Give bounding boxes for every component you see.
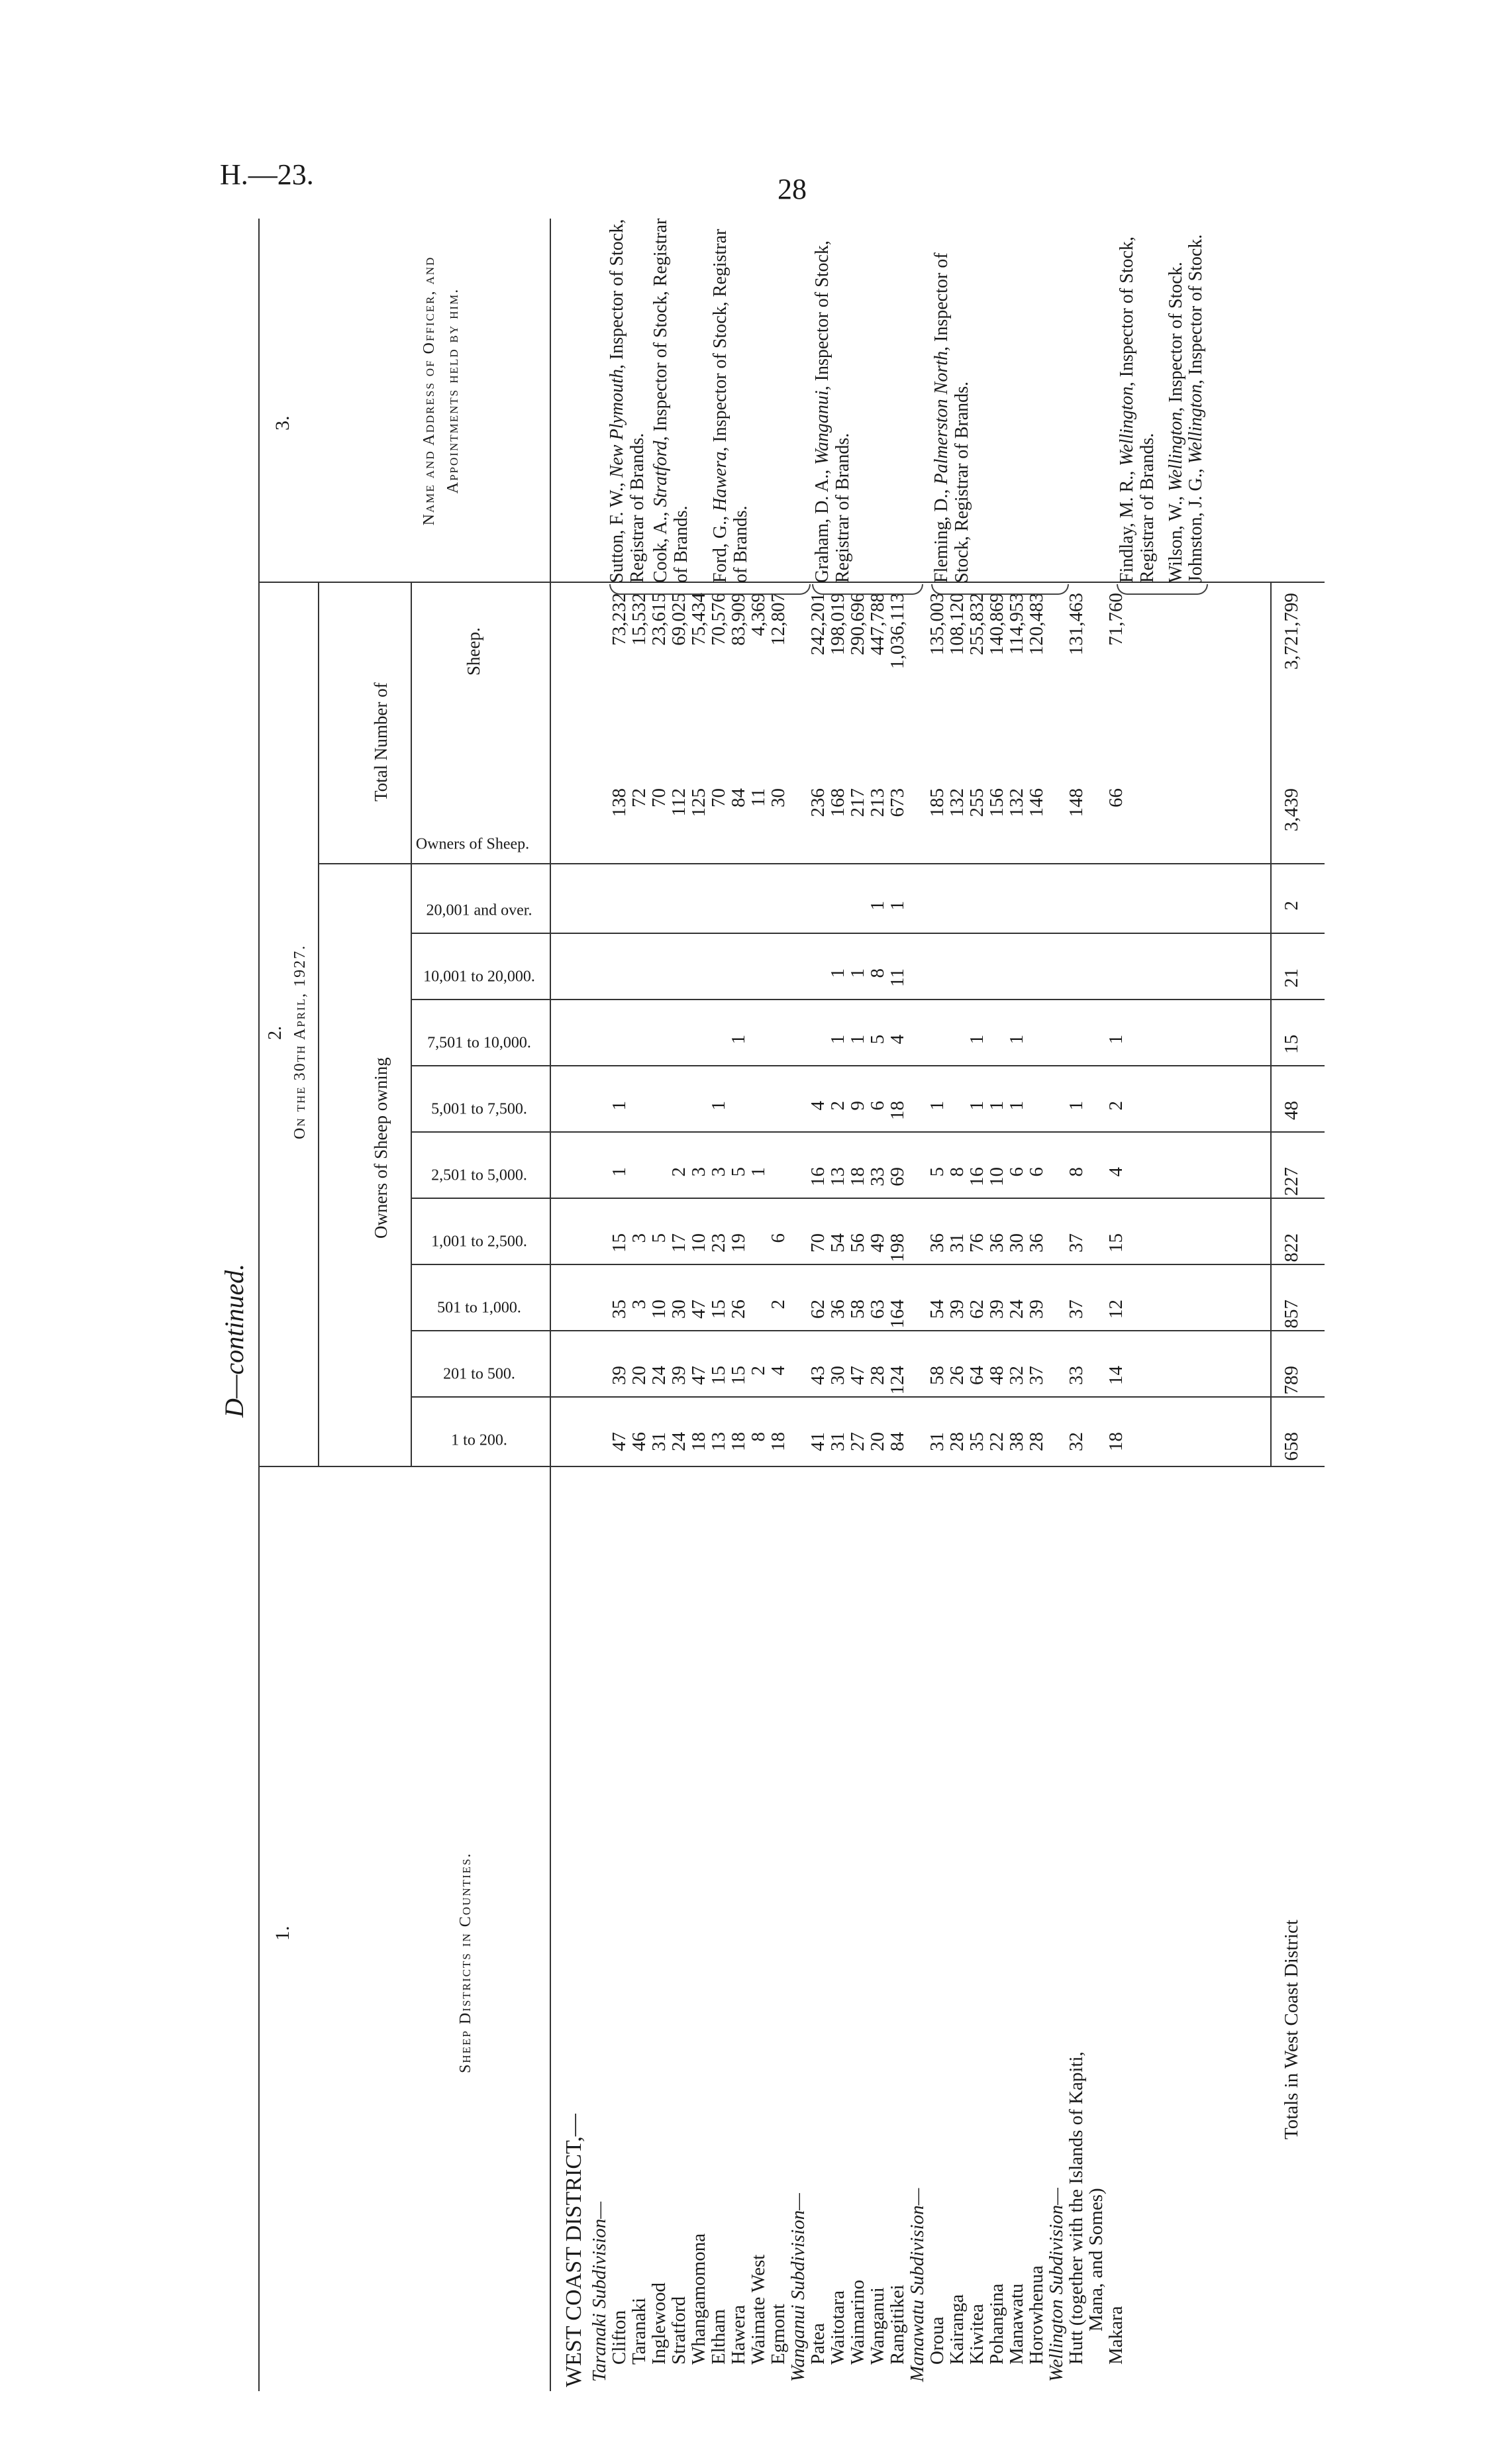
table-cell: 4 xyxy=(768,1366,789,1376)
officer-entry: Wilson, W., Wellington, Inspector of Stock. xyxy=(1166,262,1186,583)
size-col-header: 20,001 and over. xyxy=(426,901,532,919)
sheep-header: Sheep. xyxy=(464,627,483,676)
table-cell: 72 xyxy=(629,788,650,807)
table-row xyxy=(669,583,689,2391)
table-cell: 48 xyxy=(986,1366,1007,1385)
table-cell: 140,869 xyxy=(986,593,1007,656)
row-label: Waimarino xyxy=(847,2279,868,2365)
table-cell: 70 xyxy=(648,788,670,807)
table-cell: 1 xyxy=(1006,1035,1027,1045)
table-row xyxy=(768,583,788,2391)
table-cell: 39 xyxy=(1026,1300,1047,1319)
table-cell: 1 xyxy=(966,1101,987,1111)
totals-cell: 48 xyxy=(1281,1101,1302,1120)
table-cell: 13 xyxy=(827,1167,848,1186)
table-row xyxy=(848,583,868,2391)
totals-rule xyxy=(1270,583,1272,1467)
table-cell: 26 xyxy=(946,1366,968,1385)
table-cell: 10 xyxy=(688,1233,709,1253)
table-cell: 15 xyxy=(609,1233,630,1253)
table-cell: 1,036,113 xyxy=(887,593,908,669)
top-rule xyxy=(258,219,260,2391)
table-cell: 37 xyxy=(1026,1366,1047,1385)
table-cell: 24 xyxy=(668,1432,689,1451)
row-label: Kairanga xyxy=(946,2294,968,2365)
table-cell: 5 xyxy=(648,1233,670,1243)
officer-entry: Fleming, D., Palmerston North, Inspector of Stock, Registrar of Brands. xyxy=(931,252,972,583)
table-cell: 32 xyxy=(1006,1366,1027,1385)
group-brace xyxy=(931,584,1069,595)
table-cell: 3 xyxy=(688,1167,709,1177)
table-cell: 1 xyxy=(867,901,888,911)
row-label: Egmont xyxy=(768,2304,789,2365)
total-rule xyxy=(411,583,412,864)
table-row xyxy=(729,583,748,2391)
table-cell: 6 xyxy=(867,1101,888,1111)
officer-entry: Johnston, J. G., Wellington, Inspector of Stock. xyxy=(1185,234,1206,583)
table-cell: 39 xyxy=(946,1300,968,1319)
table-cell: 8 xyxy=(1066,1167,1087,1177)
totals-cell: 21 xyxy=(1281,968,1302,988)
table-cell: 84 xyxy=(728,788,749,807)
col3-title: Name and Address of Officer, and Appointments held by him. xyxy=(421,256,462,526)
group-brace xyxy=(1117,584,1208,595)
row-label: Rangitikei xyxy=(887,2284,908,2365)
table-cell: 1 xyxy=(966,1035,987,1045)
table-cell: 6 xyxy=(1026,1167,1047,1177)
table-row xyxy=(1106,583,1126,2391)
table-row xyxy=(987,583,1007,2391)
size-col-header: 2,501 to 5,000. xyxy=(431,1166,527,1184)
table-cell: 242,201 xyxy=(807,593,829,656)
totals-cell: 822 xyxy=(1281,1233,1302,1262)
table-cell: 69,025 xyxy=(668,593,689,646)
totals-cell: 658 xyxy=(1281,1432,1302,1461)
rotated-table xyxy=(219,218,1325,2391)
table-cell: 6 xyxy=(1006,1167,1027,1177)
row-label: Waitotara xyxy=(827,2290,848,2365)
table-cell: 62 xyxy=(966,1300,987,1319)
col1-number: 1. xyxy=(272,1925,293,1941)
table-cell: 1 xyxy=(609,1101,630,1111)
row-label: Wanganui Subdivision— xyxy=(787,2193,809,2382)
totals-row xyxy=(1282,583,1301,2391)
table-cell: 70,576 xyxy=(708,593,729,646)
row-label: Makara xyxy=(1105,2306,1127,2365)
subdivision-heading xyxy=(589,583,609,2391)
row-label: Pohangina xyxy=(986,2283,1007,2365)
table-cell: 70 xyxy=(807,1233,829,1253)
size-col-header: 1,001 to 2,500. xyxy=(431,1233,527,1251)
row-label: Inglewood xyxy=(648,2282,670,2365)
row-label: Taranaki Subdivision— xyxy=(589,2201,610,2382)
table-cell: 31 xyxy=(946,1233,968,1253)
table-cell: 255,832 xyxy=(966,593,987,656)
table-cell: 83,909 xyxy=(728,593,749,646)
table-row xyxy=(629,583,649,2391)
row-label: Hutt (together with the Islands of Kapiti, xyxy=(1066,2051,1087,2365)
table-cell: 10 xyxy=(986,1167,1007,1186)
row-label: Patea xyxy=(807,2323,829,2365)
table-cell: 673 xyxy=(887,788,908,817)
table-cell: 39 xyxy=(986,1300,1007,1319)
table-cell: 28 xyxy=(1026,1432,1047,1451)
table-cell: 47 xyxy=(688,1300,709,1319)
group-brace xyxy=(812,584,923,595)
table-cell: 49 xyxy=(867,1233,888,1253)
table-cell: 26 xyxy=(728,1300,749,1319)
table-cell: 4 xyxy=(1105,1167,1127,1177)
table-cell: 4 xyxy=(807,1101,829,1111)
size-col-header: 501 to 1,000. xyxy=(437,1299,521,1317)
row-label: Kiwitea xyxy=(966,2304,987,2365)
table-cell: 18 xyxy=(1105,1432,1127,1451)
table-row xyxy=(868,583,887,2391)
table-cell: 198 xyxy=(887,1233,908,1262)
table-cell: 1 xyxy=(1066,1101,1087,1111)
table-cell: 1 xyxy=(708,1101,729,1111)
table-cell: 62 xyxy=(807,1300,829,1319)
size-col-header: 1 to 200. xyxy=(451,1431,507,1449)
table-cell: 31 xyxy=(827,1432,848,1451)
table-row xyxy=(609,583,629,2391)
table-row xyxy=(649,583,669,2391)
table-cell: 156 xyxy=(986,788,1007,817)
table-cell: 11 xyxy=(887,968,908,987)
table-row xyxy=(927,583,947,2391)
table-cell: 14 xyxy=(1105,1366,1127,1385)
table-cell: 3 xyxy=(708,1167,729,1177)
size-col-header: 201 to 500. xyxy=(443,1365,515,1383)
header-rule xyxy=(550,219,551,2391)
row-label: Stratford xyxy=(668,2296,689,2365)
table-cell: 76 xyxy=(966,1233,987,1253)
table-cell: 32 xyxy=(1066,1432,1087,1451)
table-cell: 112 xyxy=(668,788,689,817)
subdivision-heading xyxy=(1046,583,1066,2391)
table-cell: 10 xyxy=(648,1300,670,1319)
table-cell: 35 xyxy=(609,1300,630,1319)
table-cell: 5 xyxy=(867,1035,888,1045)
table-cell: 20 xyxy=(629,1366,650,1385)
table-cell: 4 xyxy=(887,1035,908,1045)
table-cell: 41 xyxy=(807,1432,829,1451)
table-cell: 1 xyxy=(827,1035,848,1045)
table-cell: 47 xyxy=(847,1366,868,1385)
officer-entry: Cook, A., Stratford, Inspector of Stock, Registrar of Brands. xyxy=(650,218,691,583)
table-cell: 5 xyxy=(927,1167,948,1177)
table-cell: 8 xyxy=(946,1167,968,1177)
owners-group-label: Owners of Sheep owning xyxy=(371,1057,391,1239)
table-cell: 9 xyxy=(847,1101,868,1111)
row-label: Oroua xyxy=(927,2316,948,2365)
table-cell: 70 xyxy=(708,788,729,807)
subdivision-heading xyxy=(788,583,808,2391)
table-cell: 168 xyxy=(827,788,848,817)
table-cell: 35 xyxy=(966,1432,987,1451)
table-cell: 198,019 xyxy=(827,593,848,656)
table-cell: 185 xyxy=(927,788,948,817)
totals-cell: 15 xyxy=(1281,1035,1302,1054)
table-cell: 16 xyxy=(807,1167,829,1186)
table-cell: 54 xyxy=(927,1300,948,1319)
table-cell: 138 xyxy=(609,788,630,817)
table-cell: 71,760 xyxy=(1105,593,1127,646)
group-brace xyxy=(609,584,811,595)
table-cell: 64 xyxy=(966,1366,987,1385)
table-row xyxy=(689,583,709,2391)
table-cell: 30 xyxy=(1006,1233,1027,1253)
table-row xyxy=(1066,583,1086,2391)
table-row xyxy=(1086,583,1106,2391)
table-cell: 33 xyxy=(1066,1366,1087,1385)
table-cell: 2 xyxy=(668,1167,689,1177)
table-cell: 18 xyxy=(688,1432,709,1451)
table-row xyxy=(1027,583,1046,2391)
row-label: Wanganui xyxy=(867,2287,888,2365)
row-label: Mana, and Somes) xyxy=(1085,2188,1107,2332)
table-cell: 132 xyxy=(946,788,968,817)
row-label: Waimate West xyxy=(748,2254,769,2365)
table-cell: 20 xyxy=(867,1432,888,1451)
col2-number: 2. xyxy=(265,1026,285,1040)
table-cell: 124 xyxy=(887,1366,908,1395)
table-cell: 3 xyxy=(629,1233,650,1243)
row-label: Whangamomona xyxy=(688,2233,709,2365)
table-cell: 24 xyxy=(1006,1300,1027,1319)
table-cell: 213 xyxy=(867,788,888,817)
table-cell: 15,532 xyxy=(629,593,650,646)
officer-entry: Graham, D. A., Wanganui, Inspector of Stock, Registrar of Brands. xyxy=(812,240,853,583)
table-cell: 8 xyxy=(867,968,888,978)
table-cell: 75,434 xyxy=(688,593,709,646)
table-cell: 54 xyxy=(827,1233,848,1253)
subdivision-heading xyxy=(907,583,927,2391)
table-cell: 30 xyxy=(668,1300,689,1319)
table-cell: 15 xyxy=(708,1366,729,1385)
table-cell: 8 xyxy=(748,1432,769,1442)
table-cell: 1 xyxy=(887,901,908,911)
table-cell: 132 xyxy=(1006,788,1027,817)
table-cell: 73,232 xyxy=(609,593,630,646)
table-cell: 24 xyxy=(648,1366,670,1385)
continued-label: D—continued. xyxy=(219,1263,249,1417)
table-cell: 39 xyxy=(609,1366,630,1385)
table-row xyxy=(1007,583,1027,2391)
table-cell: 447,788 xyxy=(867,593,888,656)
table-cell: 255 xyxy=(966,788,987,817)
table-cell: 13 xyxy=(708,1432,729,1451)
table-cell: 39 xyxy=(668,1366,689,1385)
table-cell: 36 xyxy=(1026,1233,1047,1253)
table-cell: 5 xyxy=(728,1167,749,1177)
table-cell: 2 xyxy=(1105,1101,1127,1111)
table-cell: 15 xyxy=(708,1300,729,1319)
page-reference: H.—23. xyxy=(220,158,314,191)
row-label: Manawatu Subdivision— xyxy=(907,2188,928,2382)
size-col-header: 5,001 to 7,500. xyxy=(431,1100,527,1118)
table-cell: 30 xyxy=(827,1366,848,1385)
table-cell: 2 xyxy=(768,1300,789,1309)
row-label: Manawatu xyxy=(1006,2283,1027,2365)
table-row xyxy=(967,583,987,2391)
row-label: Wellington Subdivision— xyxy=(1046,2188,1067,2382)
col2-rule xyxy=(318,583,319,1467)
total-group-label: Total Number of xyxy=(371,682,391,801)
table-cell: 43 xyxy=(807,1366,829,1385)
table-cell: 15 xyxy=(728,1366,749,1385)
table-cell: 18 xyxy=(728,1432,749,1451)
table-cell: 56 xyxy=(847,1233,868,1253)
officer-entry: Findlay, M. R., Wellington, Inspector of Stock, Registrar of Brands. xyxy=(1117,236,1158,583)
totals-cell: 3,721,799 xyxy=(1281,593,1302,670)
table-cell: 6 xyxy=(768,1233,789,1243)
row-label: Horowhenua xyxy=(1026,2265,1047,2365)
district-title: WEST COAST DISTRICT,— xyxy=(562,2114,586,2387)
totals-cell: 3,439 xyxy=(1281,788,1302,832)
table-cell: 37 xyxy=(1066,1233,1087,1253)
col2-title: On the 30th April, 1927. xyxy=(291,944,309,1139)
table-cell: 38 xyxy=(1006,1432,1027,1451)
table-cell: 63 xyxy=(867,1300,888,1319)
totals-cell: 789 xyxy=(1281,1366,1302,1395)
col1-title: Sheep Districts in Counties. xyxy=(457,1852,474,2073)
table-cell: 31 xyxy=(927,1432,948,1451)
table-cell: 15 xyxy=(1105,1233,1127,1253)
table-cell: 1 xyxy=(986,1101,1007,1111)
table-cell: 1 xyxy=(1006,1101,1027,1111)
table-cell: 36 xyxy=(986,1233,1007,1253)
table-cell: 1 xyxy=(847,968,868,978)
table-row xyxy=(808,583,828,2391)
table-cell: 125 xyxy=(688,788,709,817)
table-cell: 2 xyxy=(748,1366,769,1376)
table-cell: 66 xyxy=(1105,788,1127,807)
table-cell: 28 xyxy=(946,1432,968,1451)
table-cell: 84 xyxy=(887,1432,908,1451)
table-cell: 148 xyxy=(1066,788,1087,817)
table-cell: 1 xyxy=(827,968,848,978)
table-row xyxy=(748,583,768,2391)
row-label: Taranaki xyxy=(629,2297,650,2365)
table-cell: 164 xyxy=(887,1300,908,1329)
table-cell: 47 xyxy=(609,1432,630,1451)
table-cell: 108,120 xyxy=(946,593,968,656)
table-cell: 114,953 xyxy=(1006,593,1027,655)
totals-cell: 2 xyxy=(1281,901,1302,911)
table-cell: 236 xyxy=(807,788,829,817)
table-cell: 33 xyxy=(867,1167,888,1186)
table-cell: 28 xyxy=(867,1366,888,1385)
table-cell: 58 xyxy=(927,1366,948,1385)
table-cell: 46 xyxy=(629,1432,650,1451)
table-cell: 146 xyxy=(1026,788,1047,817)
table-cell: 19 xyxy=(728,1233,749,1253)
table-cell: 120,483 xyxy=(1026,593,1047,656)
officer-entry: Sutton, F. W., New Plymouth, Inspector of Stock, Registrar of Brands. xyxy=(607,219,648,583)
table-cell: 58 xyxy=(847,1300,868,1319)
table-cell: 18 xyxy=(887,1101,908,1120)
table-cell: 1 xyxy=(847,1035,868,1045)
table-cell: 11 xyxy=(748,788,769,807)
table-cell: 290,696 xyxy=(847,593,868,656)
row-label: Eltham xyxy=(708,2309,729,2365)
table-cell: 12,807 xyxy=(768,593,789,646)
table-cell: 30 xyxy=(768,788,789,807)
table-row xyxy=(947,583,967,2391)
row-label: Hawera xyxy=(728,2304,749,2365)
table-cell: 135,003 xyxy=(927,593,948,656)
table-cell: 1 xyxy=(728,1035,749,1045)
table-cell: 22 xyxy=(986,1432,1007,1451)
table-cell: 23 xyxy=(708,1233,729,1253)
totals-cell: 857 xyxy=(1281,1300,1302,1329)
officer-entry: Ford, G., Hawera, Inspector of Stock, Registrar of Brands. xyxy=(710,229,751,583)
table-cell: 16 xyxy=(966,1167,987,1186)
table-cell: 18 xyxy=(847,1167,868,1186)
table-cell: 37 xyxy=(1066,1300,1087,1319)
row-label: Clifton xyxy=(609,2310,630,2365)
table-cell: 131,463 xyxy=(1066,593,1087,656)
owners-of-sheep-header: Owners of Sheep. xyxy=(415,835,530,853)
col3-number: 3. xyxy=(272,415,293,431)
table-cell: 31 xyxy=(648,1432,670,1451)
table-cell: 1 xyxy=(1105,1035,1127,1045)
owners-rule xyxy=(411,864,412,1467)
table-row xyxy=(887,583,907,2391)
table-cell: 47 xyxy=(688,1366,709,1385)
table-cell: 12 xyxy=(1105,1300,1127,1319)
table-cell: 3 xyxy=(629,1300,650,1309)
table-row xyxy=(709,583,729,2391)
table-row xyxy=(828,583,848,2391)
table-cell: 36 xyxy=(927,1233,948,1253)
table-cell: 69 xyxy=(887,1167,908,1186)
table-cell: 23,615 xyxy=(648,593,670,646)
table-cell: 18 xyxy=(768,1432,789,1451)
table-cell: 1 xyxy=(609,1167,630,1177)
totals-label: Totals in West Coast District xyxy=(1281,1920,1302,2139)
table-cell: 27 xyxy=(847,1432,868,1451)
table-cell: 36 xyxy=(827,1300,848,1319)
totals-cell: 227 xyxy=(1281,1167,1302,1196)
table-cell: 1 xyxy=(927,1101,948,1111)
table-cell: 217 xyxy=(847,788,868,817)
table-cell: 1 xyxy=(748,1167,769,1177)
size-col-header: 10,001 to 20,000. xyxy=(423,968,535,986)
table-cell: 4,369 xyxy=(748,593,769,637)
table-cell: 2 xyxy=(827,1101,848,1111)
table-cell: 17 xyxy=(668,1233,689,1253)
size-col-header: 7,501 to 10,000. xyxy=(427,1034,531,1052)
page-number: 28 xyxy=(778,173,807,205)
